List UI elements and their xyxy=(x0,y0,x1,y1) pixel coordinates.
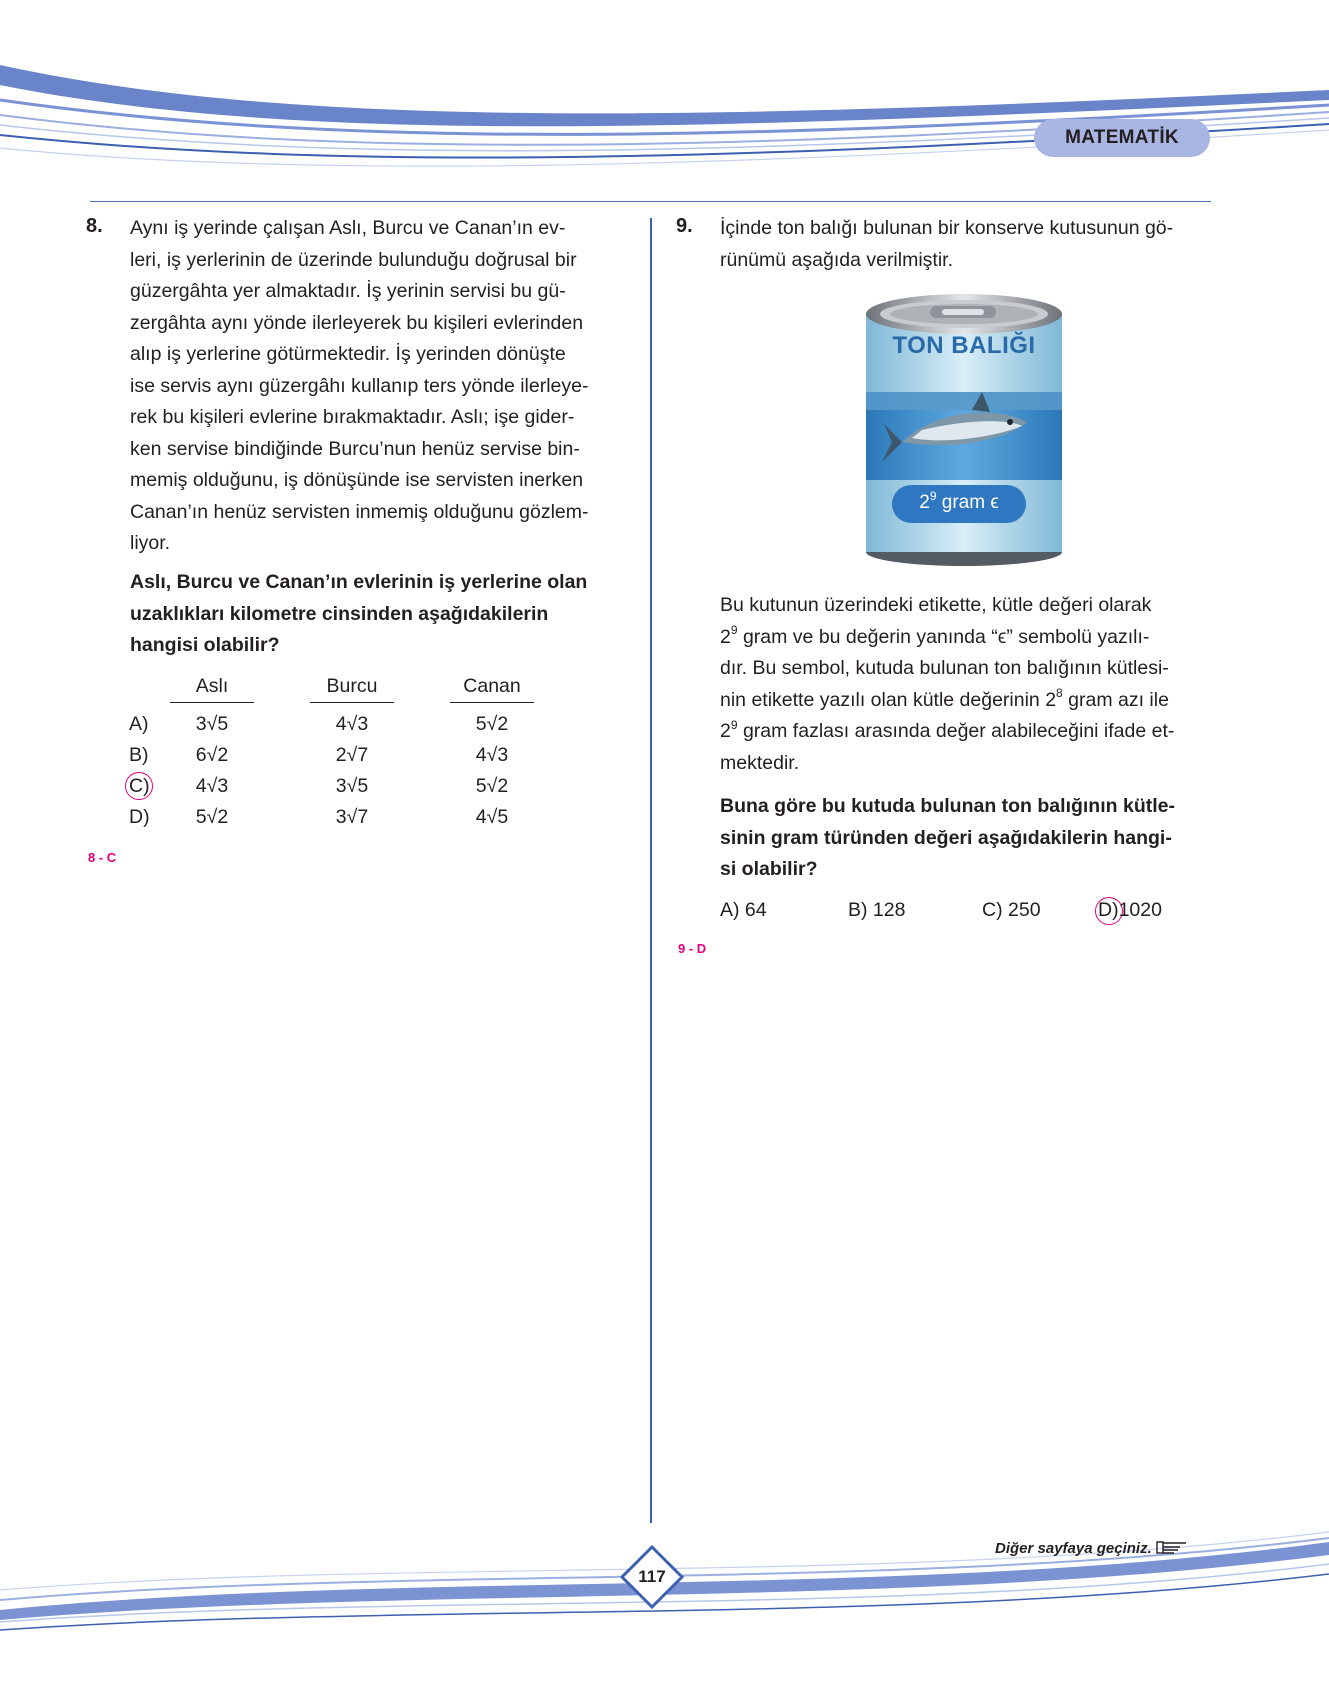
q8-text-line: alıp iş yerlerine götürmektedir. İş yerinden dönüşte xyxy=(130,343,566,365)
q8-text-line: ken servise bindiğinde Burcu’nun henüz servise bin- xyxy=(130,437,580,460)
q9-intro xyxy=(720,213,1173,276)
q8-question-line: hangisi olabilir? xyxy=(130,634,280,656)
q8-cell: 5√2 xyxy=(475,713,509,735)
q9-option-value: 64 xyxy=(744,899,767,921)
q8-number: 8. xyxy=(86,215,103,237)
can-weight xyxy=(892,488,1026,514)
q9-question-line: sinin gram türünden değeri aşağıdakilerin hangi- xyxy=(720,826,1172,849)
q9-option-label: D) xyxy=(1098,899,1119,921)
q8-text-line: zergâhta aynı yönde ilerleyerek bu kişileri evlerinden xyxy=(130,311,584,334)
q8-text-line: rek bu kişileri evlerine bırakmaktadır. Aslı; işe gider- xyxy=(130,406,575,428)
q8-cell: 6√2 xyxy=(195,744,229,766)
q8-text-line: Canan’ın henüz servisten inmemiş olduğunu gözlem- xyxy=(130,500,589,523)
q8-text-line: ise servis aynı güzergâhı kullanıp ters yönde ilerleye- xyxy=(130,374,589,397)
q8-header-underline xyxy=(310,702,394,703)
q9-option-label: A) xyxy=(720,899,740,921)
q9-intro-line: rünümü aşağıda verilmiştir. xyxy=(720,248,954,271)
q9-text-line xyxy=(720,685,1174,717)
q8-text-line: güzergâhta yer almaktadır. İş yerinin servisi bu gü- xyxy=(130,280,566,302)
q9-power-base: 2 xyxy=(720,720,731,742)
q9-option-label: C) xyxy=(982,899,1003,921)
tuna-can-illustration xyxy=(862,292,1066,568)
q8-header-asli: Aslı xyxy=(195,675,229,697)
q8-cell: 4√3 xyxy=(335,713,369,735)
q8-cell: 4√5 xyxy=(475,806,509,828)
subject-tab: MATEMATİK xyxy=(1034,119,1210,157)
q9-text-fragment: gram fazlası arasında değer alabileceğini ifade et- xyxy=(737,720,1175,742)
q8-question-line: uzaklıkları kilometre cinsinden aşağıdakilerin xyxy=(130,602,549,625)
q8-cell: 3√5 xyxy=(335,775,369,797)
can-weight-unit: gram ϵ xyxy=(941,492,999,513)
q8-cell: 3√5 xyxy=(195,713,229,735)
q8-cell: 3√7 xyxy=(335,806,369,828)
pointing-hand-icon xyxy=(1156,1539,1190,1555)
q8-cell: 5√2 xyxy=(195,806,229,828)
q8-cell: 4√3 xyxy=(475,744,509,766)
q9-option-value: 128 xyxy=(872,899,906,921)
q9-question-line: Buna göre bu kutuda bulunan ton balığının kütle- xyxy=(720,795,1175,817)
q8-option-a-label: A) xyxy=(129,713,149,735)
q8-text-line: liyor. xyxy=(130,532,171,554)
q9-power-base: 2 xyxy=(720,625,731,648)
q9-option-value: 1020 xyxy=(1118,899,1162,921)
column-divider xyxy=(650,218,652,1523)
q9-text-line xyxy=(720,716,1174,748)
next-page-note xyxy=(995,1539,1190,1557)
q8-text xyxy=(130,213,589,560)
q9-intro-line: İçinde ton balığı bulunan bir konserve kutusunun gö- xyxy=(720,217,1174,239)
q8-header-underline xyxy=(450,702,534,703)
q8-cell: 5√2 xyxy=(475,775,509,797)
q8-option-b-label: B) xyxy=(129,744,149,766)
q9-option-c xyxy=(982,899,1041,922)
q9-question xyxy=(720,791,1175,886)
q9-option-b xyxy=(848,899,905,922)
q8-header-canan: Canan xyxy=(463,675,521,697)
q9-power-exp: 8 xyxy=(1056,686,1063,700)
q9-text xyxy=(720,590,1174,779)
q9-text-fragment: nin etikette yazılı olan kütle değerinin 2 xyxy=(720,688,1057,711)
q8-question-line: Aslı, Burcu ve Canan’ın evlerinin iş yerlerine olan xyxy=(130,571,588,593)
can-weight-exponent: 9 xyxy=(929,488,937,503)
q9-option-label: B) xyxy=(848,899,868,921)
top-rule xyxy=(90,201,1211,202)
page-number: 117 xyxy=(638,1567,666,1586)
next-page-text: Diğer sayfaya geçiniz. xyxy=(995,1540,1152,1557)
q9-number: 9. xyxy=(676,215,693,237)
q9-answer-key: 9 - D xyxy=(678,941,707,956)
q8-text-line: leri, iş yerlerinin de üzerinde bulunduğu doğrusal bir xyxy=(130,248,577,271)
q8-answer-key: 8 - C xyxy=(88,850,117,865)
q8-option-c-label: C) xyxy=(129,775,150,797)
q9-text-line: Bu kutunun üzerindeki etikette, kütle değeri olarak xyxy=(720,594,1152,616)
can-weight-base: 2 xyxy=(919,492,930,513)
q8-option-d-label: D) xyxy=(129,806,150,828)
q9-option-d xyxy=(1098,899,1162,922)
q9-text-line: mektedir. xyxy=(720,751,800,774)
q9-question-line: si olabilir? xyxy=(720,858,818,880)
q8-header-underline xyxy=(170,702,254,703)
q9-option-value: 250 xyxy=(1008,899,1041,921)
q8-cell: 2√7 xyxy=(335,744,369,766)
q9-power-exp: 9 xyxy=(730,623,738,637)
q8-header-burcu: Burcu xyxy=(326,675,378,697)
q9-text-fragment: gram azı ile xyxy=(1062,688,1169,711)
q9-power-exp: 9 xyxy=(730,717,738,732)
q8-question xyxy=(130,567,587,662)
q9-option-a xyxy=(720,899,767,922)
q8-cell: 4√3 xyxy=(195,775,229,797)
q9-text-line: dır. Bu sembol, kutuda bulunan ton balığının kütlesi- xyxy=(720,657,1169,679)
q8-text-line: memiş olduğunu, iş dönüşünde ise servisten inerken xyxy=(130,469,584,491)
q9-text-fragment: gram ve bu değerin yanında “ϵ” sembolü yazılı- xyxy=(737,625,1150,648)
can-label: TON BALIĞI xyxy=(892,332,1036,359)
q9-text-line xyxy=(720,622,1174,654)
q8-text-line: Aynı iş yerinde çalışan Aslı, Burcu ve Canan’ın ev- xyxy=(130,217,566,239)
